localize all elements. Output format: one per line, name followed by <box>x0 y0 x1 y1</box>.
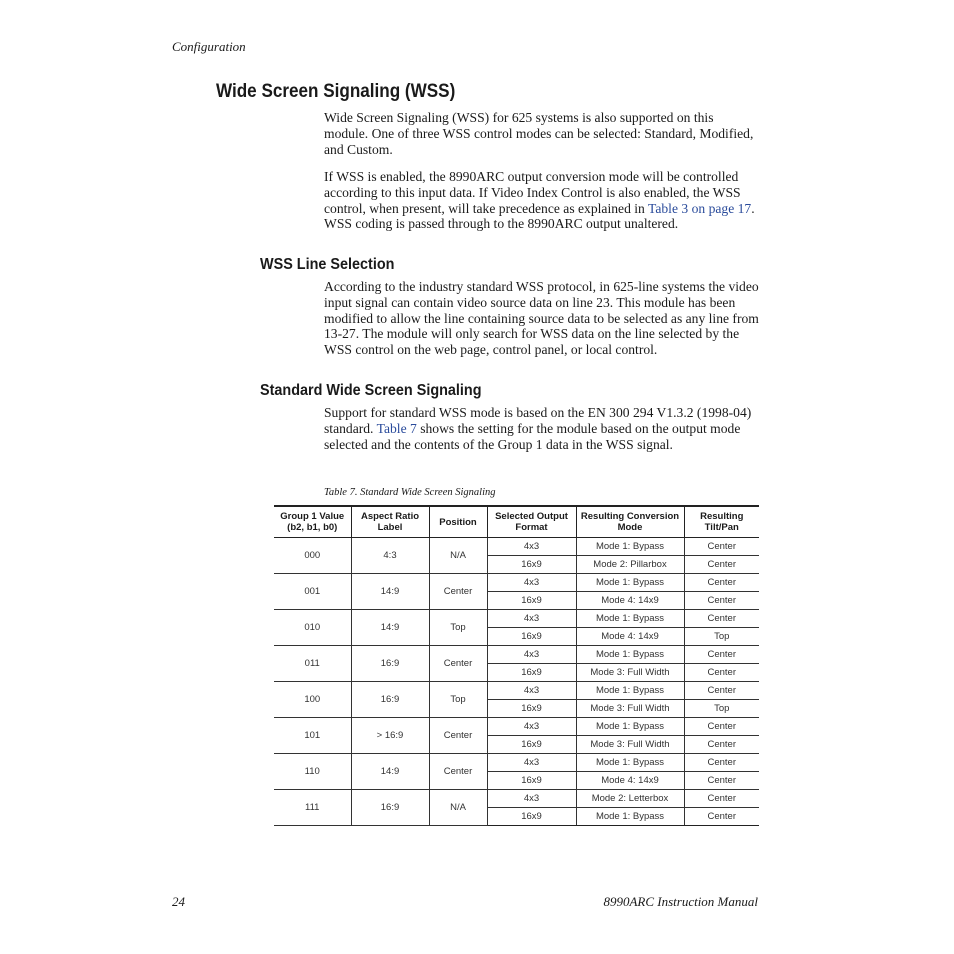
conversion-mode-cell: Mode 2: Pillarbox <box>576 556 684 574</box>
table-3-link[interactable]: Table 3 on page 17 <box>648 200 752 216</box>
tilt-pan-cell: Center <box>684 574 759 592</box>
group1-value-cell: 010 <box>274 610 351 646</box>
running-head: Configuration <box>172 39 246 54</box>
tilt-pan-cell: Center <box>684 646 759 664</box>
conversion-mode-cell: Mode 4: 14x9 <box>576 592 684 610</box>
conversion-mode-cell: Mode 1: Bypass <box>576 646 684 664</box>
group1-value-cell: 110 <box>274 754 351 790</box>
standard-wss-text-a: Support for standard WSS mode is based on the EN 300 294 V1.3.2 (1998-04) standard. <box>324 405 752 436</box>
tilt-pan-cell: Center <box>684 718 759 736</box>
wss-enabled-paragraph <box>324 169 760 232</box>
group1-value-cell: 011 <box>274 646 351 682</box>
wss-enabled-text-b: . WSS coding is passed through to the 8990ARC output unaltered. <box>324 200 755 232</box>
conversion-mode-cell: Mode 1: Bypass <box>576 574 684 592</box>
header-position: Position <box>429 506 487 538</box>
output-format-cell: 16x9 <box>487 628 576 646</box>
conversion-mode-cell: Mode 1: Bypass <box>576 754 684 772</box>
table-row <box>274 790 759 808</box>
output-format-cell: 16x9 <box>487 808 576 826</box>
wss-intro-paragraph: Wide Screen Signaling (WSS) for 625 systems is also supported on this module. One of three WSS control modes can be selected: Standard, Modified, and Custom. <box>324 110 754 157</box>
aspect-ratio-cell: 16:9 <box>351 682 429 718</box>
position-cell: Center <box>429 718 487 754</box>
manual-title: 8990ARC Instruction Manual <box>603 894 758 909</box>
group1-value-cell: 100 <box>274 682 351 718</box>
aspect-ratio-cell: > 16:9 <box>351 718 429 754</box>
position-cell: Center <box>429 754 487 790</box>
output-format-cell: 16x9 <box>487 592 576 610</box>
position-cell: N/A <box>429 538 487 574</box>
table-7-link[interactable]: Table 7 <box>376 420 417 436</box>
position-cell: Center <box>429 574 487 610</box>
table-header-row <box>274 506 759 538</box>
header-group1-value: Group 1 Value (b2, b1, b0) <box>274 506 351 538</box>
aspect-ratio-cell: 14:9 <box>351 754 429 790</box>
conversion-mode-cell: Mode 1: Bypass <box>576 718 684 736</box>
position-cell: N/A <box>429 790 487 826</box>
conversion-mode-cell: Mode 4: 14x9 <box>576 628 684 646</box>
table-caption: Table 7. Standard Wide Screen Signaling <box>324 487 496 498</box>
standard-wss-text-b: shows the setting for the module based on the output mode selected and the contents of the Group 1 data in the WSS signal. <box>324 420 741 452</box>
wss-enabled-text-a: If WSS is enabled, the 8990ARC output conversion mode will be controlled according to this input data. If Video Index Control is also enabled, the WSS control, when present, will take precedence as explained in <box>324 169 741 216</box>
page-number: 24 <box>172 894 185 909</box>
output-format-cell: 16x9 <box>487 664 576 682</box>
group1-value-cell: 111 <box>274 790 351 826</box>
output-format-cell: 16x9 <box>487 772 576 790</box>
conversion-mode-cell: Mode 1: Bypass <box>576 538 684 556</box>
table-row <box>274 718 759 736</box>
aspect-ratio-cell: 16:9 <box>351 790 429 826</box>
tilt-pan-cell: Center <box>684 664 759 682</box>
standard-wss-paragraph <box>324 405 760 452</box>
tilt-pan-cell: Center <box>684 772 759 790</box>
conversion-mode-cell: Mode 3: Full Width <box>576 736 684 754</box>
position-cell: Center <box>429 646 487 682</box>
tilt-pan-cell: Center <box>684 538 759 556</box>
conversion-mode-cell: Mode 4: 14x9 <box>576 772 684 790</box>
conversion-mode-cell: Mode 3: Full Width <box>576 700 684 718</box>
table-row <box>274 682 759 700</box>
group1-value-cell: 101 <box>274 718 351 754</box>
tilt-pan-cell: Center <box>684 790 759 808</box>
aspect-ratio-cell: 14:9 <box>351 610 429 646</box>
conversion-mode-cell: Mode 1: Bypass <box>576 682 684 700</box>
output-format-cell: 4x3 <box>487 538 576 556</box>
tilt-pan-cell: Top <box>684 628 759 646</box>
header-aspect-ratio: Aspect Ratio Label <box>351 506 429 538</box>
table-row <box>274 610 759 628</box>
group1-value-cell: 001 <box>274 574 351 610</box>
output-format-cell: 4x3 <box>487 790 576 808</box>
tilt-pan-cell: Center <box>684 556 759 574</box>
tilt-pan-cell: Center <box>684 736 759 754</box>
header-selected-output: Selected Output Format <box>487 506 576 538</box>
tilt-pan-cell: Center <box>684 754 759 772</box>
subsection-title-line-selection: WSS Line Selection <box>260 256 395 273</box>
wss-table <box>274 505 759 826</box>
tilt-pan-cell: Center <box>684 808 759 826</box>
position-cell: Top <box>429 610 487 646</box>
output-format-cell: 4x3 <box>487 610 576 628</box>
tilt-pan-cell: Top <box>684 700 759 718</box>
header-conversion-mode: Resulting Conversion Mode <box>576 506 684 538</box>
table-row <box>274 646 759 664</box>
table-row <box>274 538 759 556</box>
output-format-cell: 16x9 <box>487 556 576 574</box>
table-row <box>274 754 759 772</box>
tilt-pan-cell: Center <box>684 682 759 700</box>
group1-value-cell: 000 <box>274 538 351 574</box>
conversion-mode-cell: Mode 1: Bypass <box>576 808 684 826</box>
output-format-cell: 4x3 <box>487 574 576 592</box>
output-format-cell: 4x3 <box>487 646 576 664</box>
subsection-title-standard-wss: Standard Wide Screen Signaling <box>260 382 482 399</box>
tilt-pan-cell: Center <box>684 592 759 610</box>
output-format-cell: 16x9 <box>487 736 576 754</box>
tilt-pan-cell: Center <box>684 610 759 628</box>
output-format-cell: 16x9 <box>487 700 576 718</box>
header-tilt-pan: Resulting Tilt/Pan <box>684 506 759 538</box>
line-selection-paragraph: According to the industry standard WSS protocol, in 625-line systems the video input signal can contain video source data on line 23. This module has been modified to allow the line containing source data to be selected as any line from 13-27. The module will only search for WSS data on the line selected by the WSS control on the web page, control panel, or local control. <box>324 279 759 358</box>
aspect-ratio-cell: 14:9 <box>351 574 429 610</box>
position-cell: Top <box>429 682 487 718</box>
output-format-cell: 4x3 <box>487 682 576 700</box>
section-title-wss: Wide Screen Signaling (WSS) <box>216 81 456 102</box>
conversion-mode-cell: Mode 1: Bypass <box>576 610 684 628</box>
output-format-cell: 4x3 <box>487 718 576 736</box>
conversion-mode-cell: Mode 2: Letterbox <box>576 790 684 808</box>
aspect-ratio-cell: 16:9 <box>351 646 429 682</box>
output-format-cell: 4x3 <box>487 754 576 772</box>
table-row <box>274 574 759 592</box>
aspect-ratio-cell: 4:3 <box>351 538 429 574</box>
conversion-mode-cell: Mode 3: Full Width <box>576 664 684 682</box>
